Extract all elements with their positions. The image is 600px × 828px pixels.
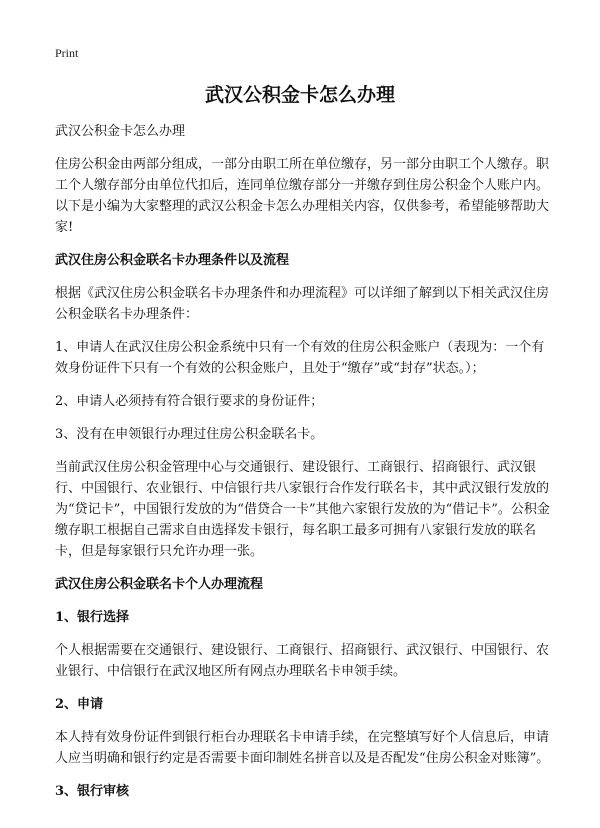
article-body xyxy=(55,121,550,802)
step-text: 本人持有效身份证件到银行柜台办理联名卡申请手续，在完整填写好个人信息后，申请人应当明确和银行约定是否需要卡面印制姓名拼音以及是否配发“住房公积金对账簿”。 xyxy=(55,730,550,766)
step-text: 个人根据需要在交通银行、建设银行、工商银行、招商银行、武汉银行、中国银行、农业银行、中信银行在武汉地区所有网点办理联名卡申领手续。 xyxy=(55,643,550,679)
step-title: 2、申请 xyxy=(55,697,104,712)
step-title: 1、银行选择 xyxy=(55,610,130,625)
print-label[interactable]: Print xyxy=(55,46,79,60)
banks-note: 当前武汉住房公积金管理中心与交通银行、建设银行、工商银行、招商银行、武汉银行、中国银行、农业银行、中信银行共八家银行合作发行联名卡，其中武汉银行发放的为“贷记卡”，中国银行发放的为“借贷合一卡”其他六家银行发放的为“借记卡”。公积金缴存职工根据自己需求自由选择发卡银行，每名职工最多可拥有八家银行发放的联名卡，但是每家银行只允许办理一张。 xyxy=(55,460,550,559)
section-heading-conditions: 武汉住房公积金联名卡办理条件以及流程 xyxy=(55,253,290,268)
condition-item: 2、申请人必须持有符合银行要求的身份证件； xyxy=(55,394,324,409)
section-heading-process: 武汉住房公积金联名卡个人办理流程 xyxy=(55,577,264,592)
page-title: 武汉公积金卡怎么办理 xyxy=(204,84,395,106)
condition-item: 3、没有在申领银行办理过住房公积金联名卡。 xyxy=(55,427,324,442)
subtitle: 武汉公积金卡怎么办理 xyxy=(55,124,186,139)
condition-item: 1、申请人在武汉住房公积金系统中只有一个有效的住房公积金账户（表现为：一个有效身份证件下只有一个有效的公积金账户，且处于“缴存”或“封存”状态。）； xyxy=(55,340,545,376)
conditions-lead: 根据《武汉住房公积金联名卡办理条件和办理流程》可以详细了解到以下相关武汉住房公积金联名卡办理条件： xyxy=(55,286,550,322)
intro-paragraph: 住房公积金由两部分组成，一部分由职工所在单位缴存，另一部分由职工个人缴存。职工个人缴存部分由单位代扣后，连同单位缴存部分一并缴存到住房公积金个人账户内。以下是小编为大家整理的武汉公积金卡怎么办理相关内容，仅供参考，希望能够帮助大家! xyxy=(55,157,550,235)
step-title: 3、银行审核 xyxy=(55,784,130,799)
